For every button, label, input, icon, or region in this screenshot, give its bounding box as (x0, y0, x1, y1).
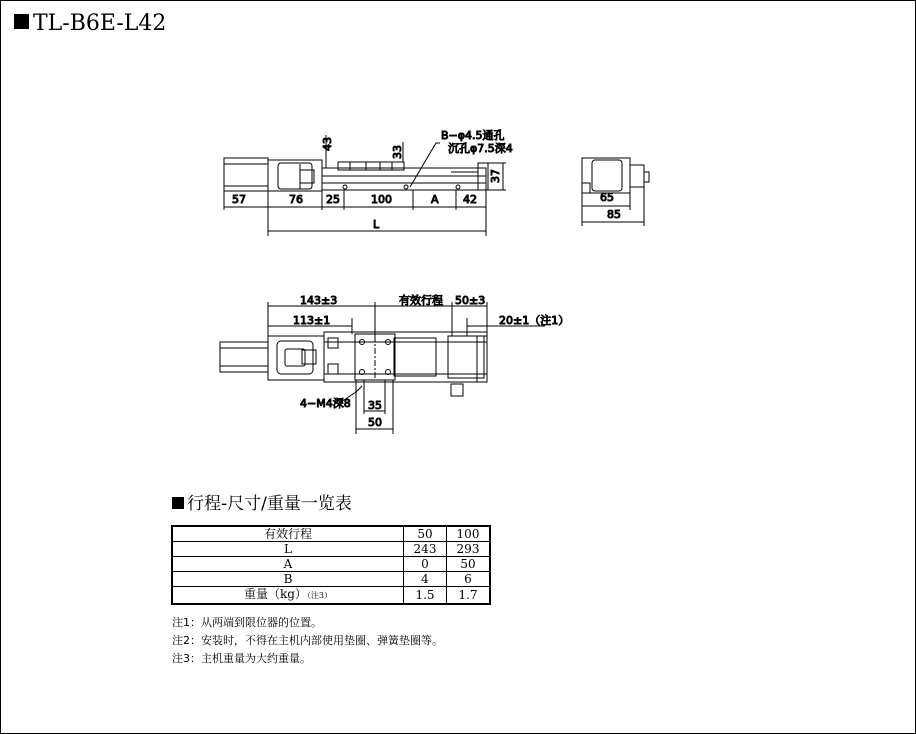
dim-25: 25 (326, 193, 340, 206)
dim-42: 42 (463, 193, 477, 206)
dim-37: 37 (489, 169, 502, 183)
row-value-1: 243 (404, 542, 447, 557)
dim-76: 76 (289, 193, 303, 206)
table-row (172, 557, 490, 572)
top-motor (220, 342, 268, 372)
row-value-2: 293 (447, 542, 491, 557)
row-label: L (172, 542, 404, 557)
spec-table (171, 525, 491, 605)
table-title (172, 493, 352, 515)
callout-tap: 4−M4深8 (300, 397, 351, 410)
dim-43: 43 (321, 137, 334, 151)
dim-stroke: 有效行程 (399, 294, 443, 307)
row-value-1: 4 (404, 572, 447, 587)
dim-20: 20±1（注1） (499, 314, 570, 327)
note-1: 注1：从两端到限位器的位置。 (172, 616, 322, 629)
table-row (172, 572, 490, 587)
callout-counterbore: 沉孔φ7.5深4 (448, 142, 513, 155)
row-value-1: 0 (404, 557, 447, 572)
weight-label: 重量（kg） (243, 587, 307, 601)
side-slide-table (338, 162, 404, 170)
title-text: TL-B6E-L42 (33, 11, 167, 36)
dim-143: 143±3 (300, 294, 338, 307)
dim-35: 35 (368, 399, 382, 412)
weight-label-cell (172, 587, 404, 605)
callout-thru-hole: B−φ4.5通孔 (441, 129, 505, 142)
header-label: 有效行程 (172, 526, 404, 542)
weight-value-1: 1.5 (404, 587, 447, 605)
top-limit-block (451, 384, 463, 396)
section-square-icon (172, 497, 184, 509)
header-col-2: 100 (447, 526, 491, 542)
dim-l: L (373, 218, 380, 231)
note-2: 注2：安装时，不得在主机内部使用垫圈、弹簧垫圈等。 (172, 634, 443, 647)
row-label: A (172, 557, 404, 572)
dim-50-3: 50±3 (455, 294, 486, 307)
dim-85: 85 (607, 208, 621, 221)
note-3: 注3：主机重量为大约重量。 (172, 652, 311, 665)
dim-113: 113±1 (293, 314, 331, 327)
table-header-row (172, 526, 490, 542)
weight-note-ref: （注3） (306, 591, 333, 600)
dim-33: 33 (391, 145, 404, 159)
dim-100: 100 (371, 193, 392, 206)
header-col-1: 50 (404, 526, 447, 542)
dim-65: 65 (600, 191, 614, 204)
row-value-2: 6 (447, 572, 491, 587)
dim-50-bottom: 50 (368, 416, 382, 429)
table-row (172, 542, 490, 557)
end-body (582, 158, 630, 193)
table-title-text: 行程-尺寸/重量一览表 (187, 494, 352, 514)
dim-a: A (431, 193, 439, 206)
top-view (220, 302, 545, 434)
dim-57: 57 (232, 193, 246, 206)
notes (172, 614, 443, 668)
weight-value-2: 1.7 (447, 587, 491, 605)
weight-row (172, 587, 490, 605)
row-label: B (172, 572, 404, 587)
row-value-2: 50 (447, 557, 491, 572)
